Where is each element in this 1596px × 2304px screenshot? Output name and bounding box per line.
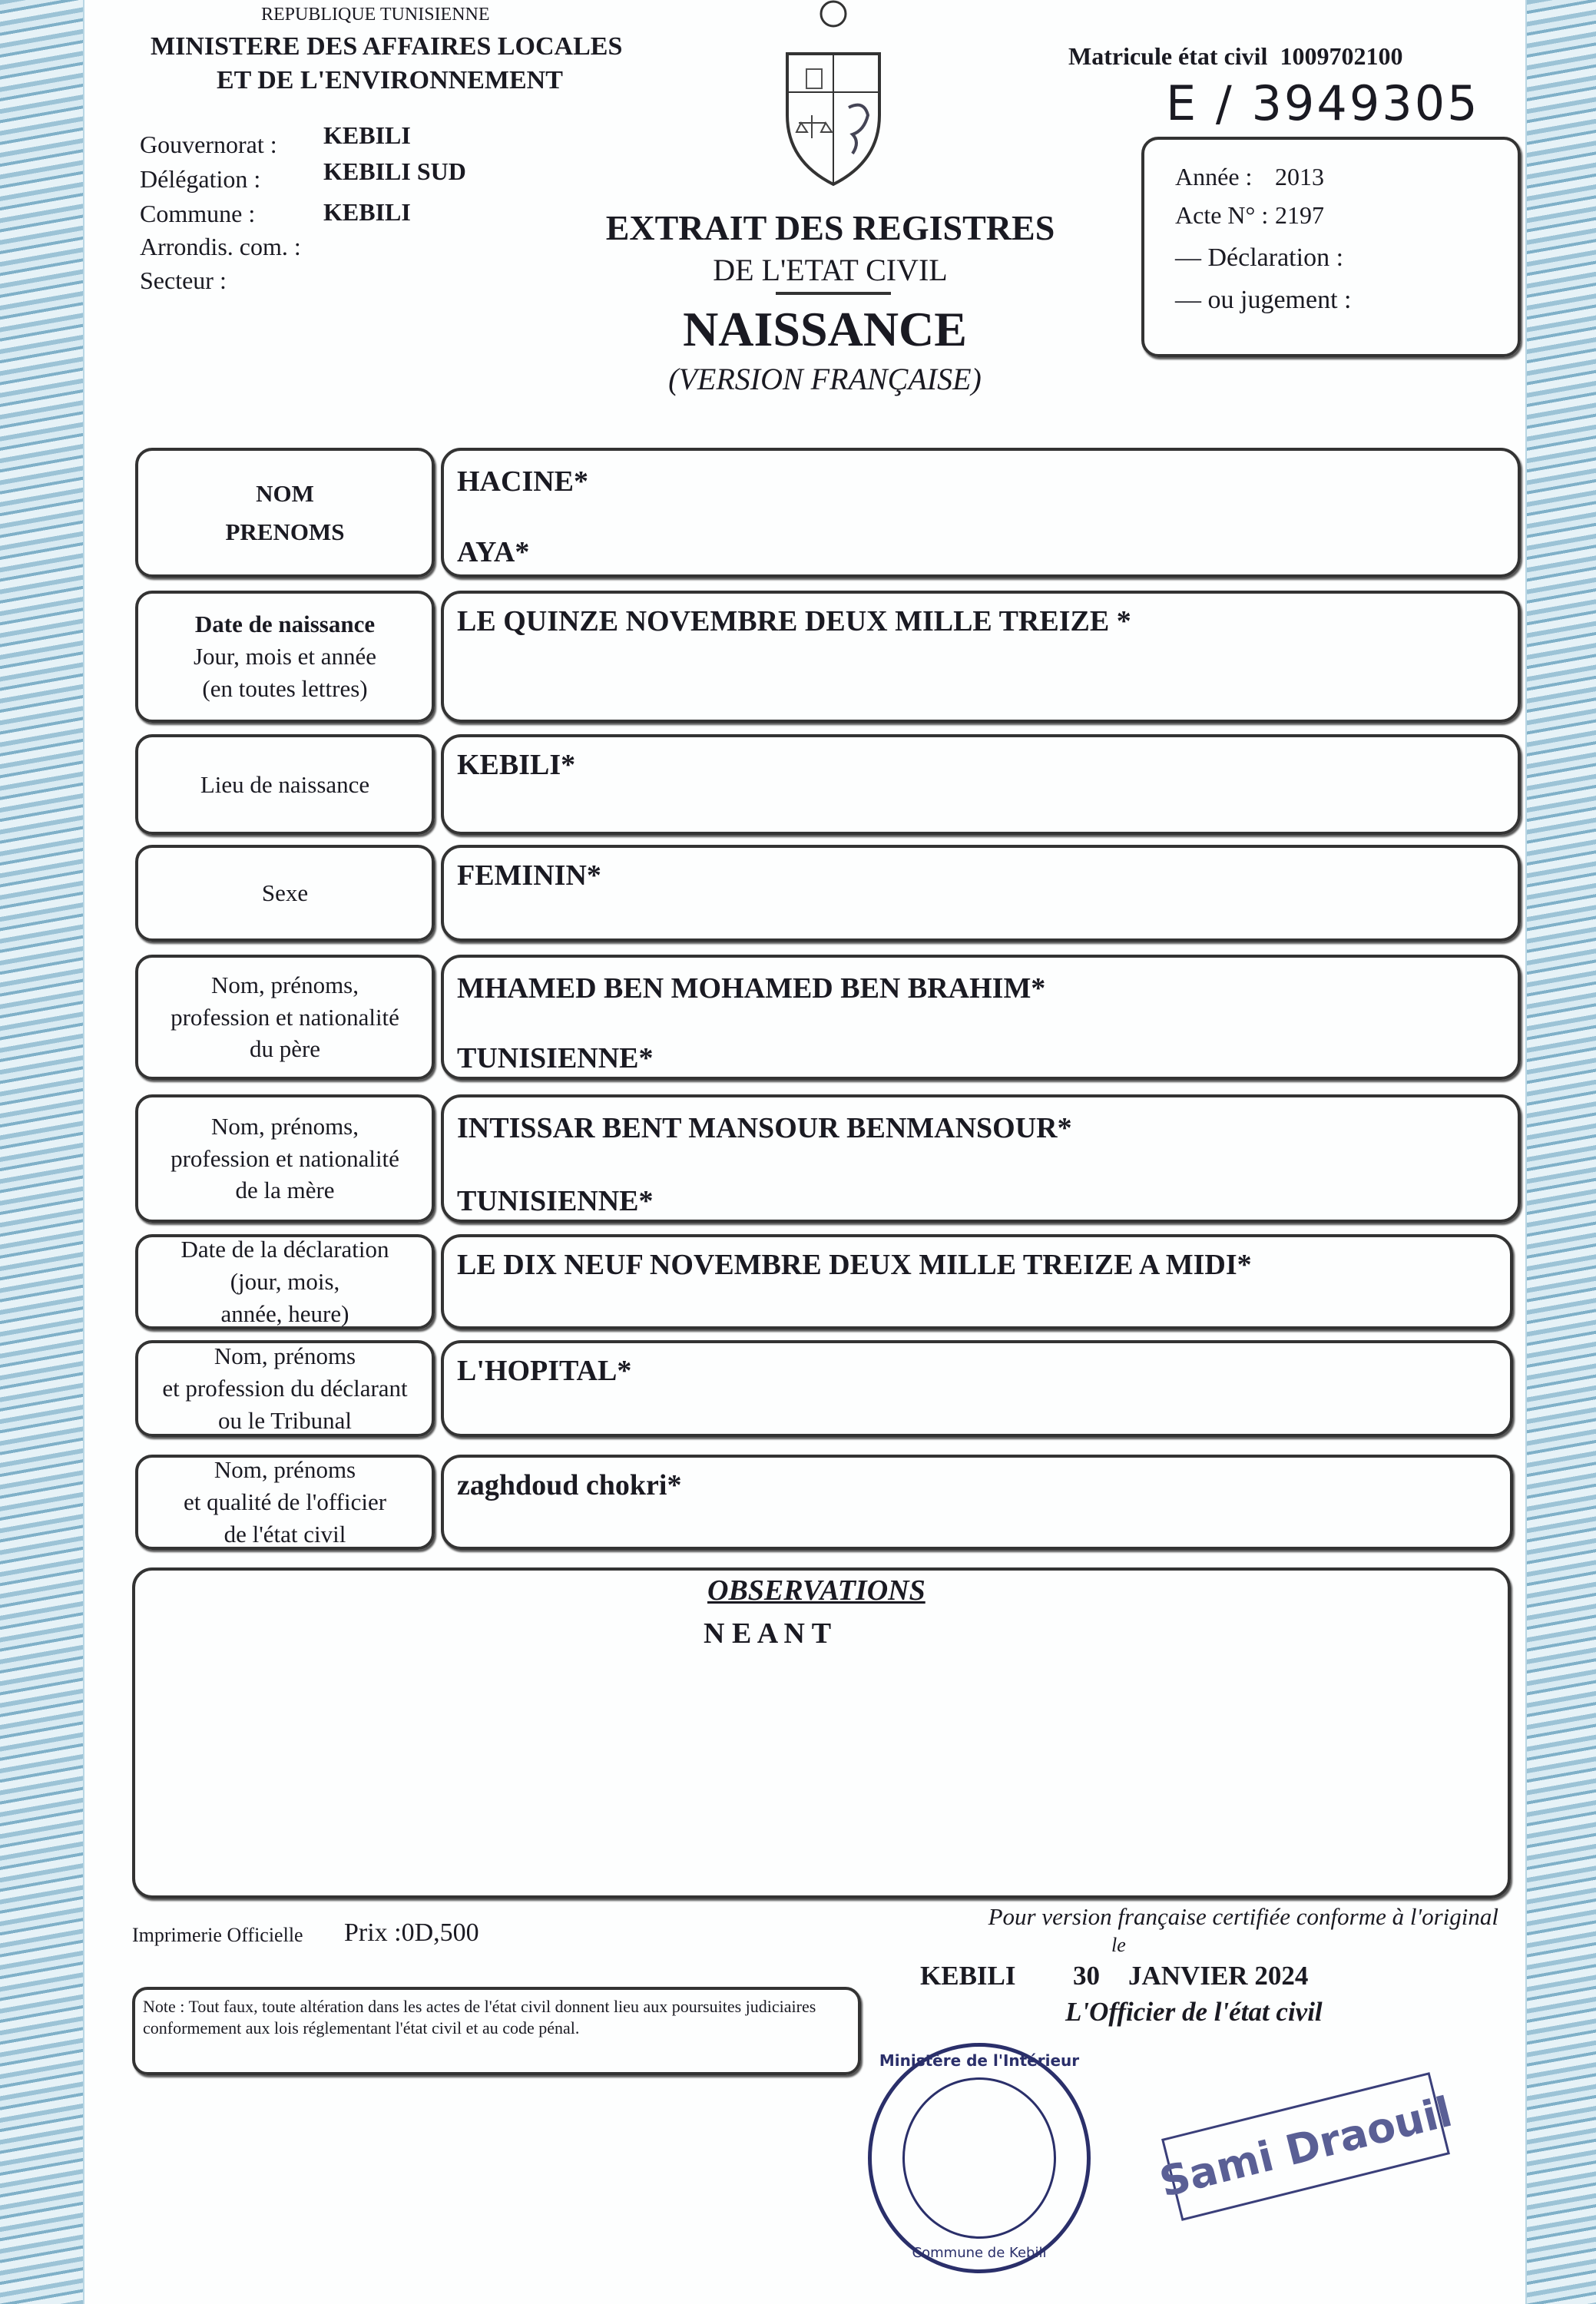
- price-label: Prix :0D,500: [344, 1918, 479, 1947]
- observations-title: OBSERVATIONS: [707, 1574, 925, 1607]
- value-mere-2: TUNISIENNE*: [457, 1185, 654, 1217]
- title-divider: [776, 292, 891, 295]
- row-label-text: Nom, prénoms et profession du déclarant ou le Tribunal: [162, 1342, 408, 1434]
- tunisia-emblem-icon: [772, 0, 895, 188]
- value-nom-prenoms-2: AYA*: [457, 536, 530, 568]
- commune-value: KEBILI: [323, 198, 411, 226]
- value-sexe-1: FEMININ*: [457, 859, 601, 892]
- row-value-box-nom-prenoms: [441, 448, 1521, 578]
- observations-value: N E A N T: [704, 1617, 832, 1650]
- row-label-text: NOM PRENOMS: [225, 479, 345, 545]
- serial-number: E / 3949305: [1166, 75, 1480, 131]
- printer-label: Imprimerie Officielle: [132, 1924, 303, 1946]
- date-day: 30: [1073, 1961, 1100, 1991]
- ministry-line2: ET DE L'ENVIRONNEMENT: [217, 66, 563, 94]
- document-title: NAISSANCE: [683, 302, 967, 356]
- value-mere-1: INTISSAR BENT MANSOUR BENMANSOUR*: [457, 1112, 1072, 1144]
- row-label-nom-prenoms: [135, 448, 435, 578]
- round-stamp-text: Ministère de l'Intérieur: [879, 2051, 1080, 2070]
- official-round-stamp: [868, 2043, 1091, 2273]
- legal-note: Note : Tout faux, toute altération dans les actes de l'état civil donnent lieu aux poursuites judiciaires conformement aux lois réglementant l'état civil et au code pénal.: [132, 1987, 861, 2075]
- row-label-text: Nom, prénoms et qualité de l'officier de l'état civil: [183, 1456, 387, 1548]
- date-month-year: JANVIER 2024: [1128, 1961, 1309, 1991]
- title-line2: DE L'ETAT CIVIL: [713, 253, 948, 287]
- arrondissement-label: Arrondis. com. :: [140, 233, 301, 260]
- gouvernorat-value: KEBILI: [323, 121, 411, 149]
- row-label-declarant: [135, 1340, 435, 1437]
- commune-label: Commune :: [140, 200, 256, 227]
- value-date-naissance-1: LE QUINZE NOVEMBRE DEUX MILLE TREIZE *: [457, 605, 1131, 637]
- round-stamp-bottom: Commune de Kebili: [912, 2245, 1047, 2261]
- row-label-sexe: [135, 845, 435, 942]
- row-label-date-declaration: [135, 1234, 435, 1329]
- city: KEBILI: [920, 1961, 1016, 1991]
- value-declarant-1: L'HOPITAL*: [457, 1355, 632, 1387]
- value-date-declaration-1: LE DIX NEUF NOVEMBRE DEUX MILLE TREIZE A MIDI*: [457, 1249, 1252, 1281]
- name-stamp: Sami Draouil: [1161, 2072, 1450, 2221]
- ministry-line1: MINISTERE DES AFFAIRES LOCALES: [151, 32, 623, 61]
- acte-label: Acte N° :: [1175, 201, 1269, 229]
- row-label-mere: [135, 1094, 435, 1223]
- row-label-text: Date de la déclaration (jour, mois, année, heure): [180, 1236, 389, 1327]
- republic-label: REPUBLIQUE TUNISIENNE: [261, 5, 490, 25]
- annee-value: 2013: [1275, 163, 1324, 190]
- officer-label: L'Officier de l'état civil: [1065, 1997, 1323, 2027]
- acte-value: 2197: [1275, 201, 1324, 229]
- row-label-officier: [135, 1455, 435, 1550]
- matricule-label: Matricule état civil: [1068, 42, 1268, 70]
- matricule-value: 1009702100: [1280, 42, 1403, 70]
- row-label-lieu-naissance: [135, 734, 435, 835]
- row-value-box-lieu-naissance: [441, 734, 1521, 835]
- row-label-text: Nom, prénoms, profession et nationalité de la mère: [171, 1112, 399, 1204]
- value-pere-2: TUNISIENNE*: [457, 1042, 654, 1074]
- row-label-title: Date de naissance: [194, 611, 376, 638]
- row-label-text: Nom, prénoms, profession et nationalité du père: [171, 971, 399, 1063]
- value-nom-prenoms-1: HACINE*: [457, 465, 589, 498]
- version-label: (VERSION FRANÇAISE): [668, 362, 982, 396]
- row-label-date-naissance: [135, 591, 435, 723]
- observations-box: [132, 1567, 1511, 1898]
- value-lieu-naissance-1: KEBILI*: [457, 749, 576, 781]
- value-pere-1: MHAMED BEN MOHAMED BEN BRAHIM*: [457, 972, 1046, 1005]
- delegation-value: KEBILI SUD: [323, 157, 466, 185]
- row-label-text: Jour, mois et année (en toutes lettres): [193, 643, 377, 702]
- jugement-label: — ou jugement :: [1175, 286, 1352, 314]
- row-label-text: Lieu de naissance: [200, 770, 370, 798]
- annee-label: Année :: [1175, 163, 1253, 190]
- matricule: [1068, 42, 1402, 71]
- secteur-label: Secteur :: [140, 266, 227, 294]
- value-officier-1: zaghdoud chokri*: [457, 1469, 682, 1501]
- row-label-pere: [135, 955, 435, 1080]
- declaration-label: — Déclaration :: [1175, 243, 1344, 272]
- row-value-box-sexe: [441, 845, 1521, 942]
- certified-label: Pour version française certifiée conforme à l'original: [988, 1903, 1498, 1930]
- delegation-label: Délégation :: [140, 165, 261, 193]
- le-label: le: [1111, 1934, 1126, 1956]
- row-label-text: Sexe: [261, 879, 309, 907]
- title-line1: EXTRAIT DES REGISTRES: [605, 208, 1055, 247]
- gouvernorat-label: Gouvernorat :: [140, 131, 277, 158]
